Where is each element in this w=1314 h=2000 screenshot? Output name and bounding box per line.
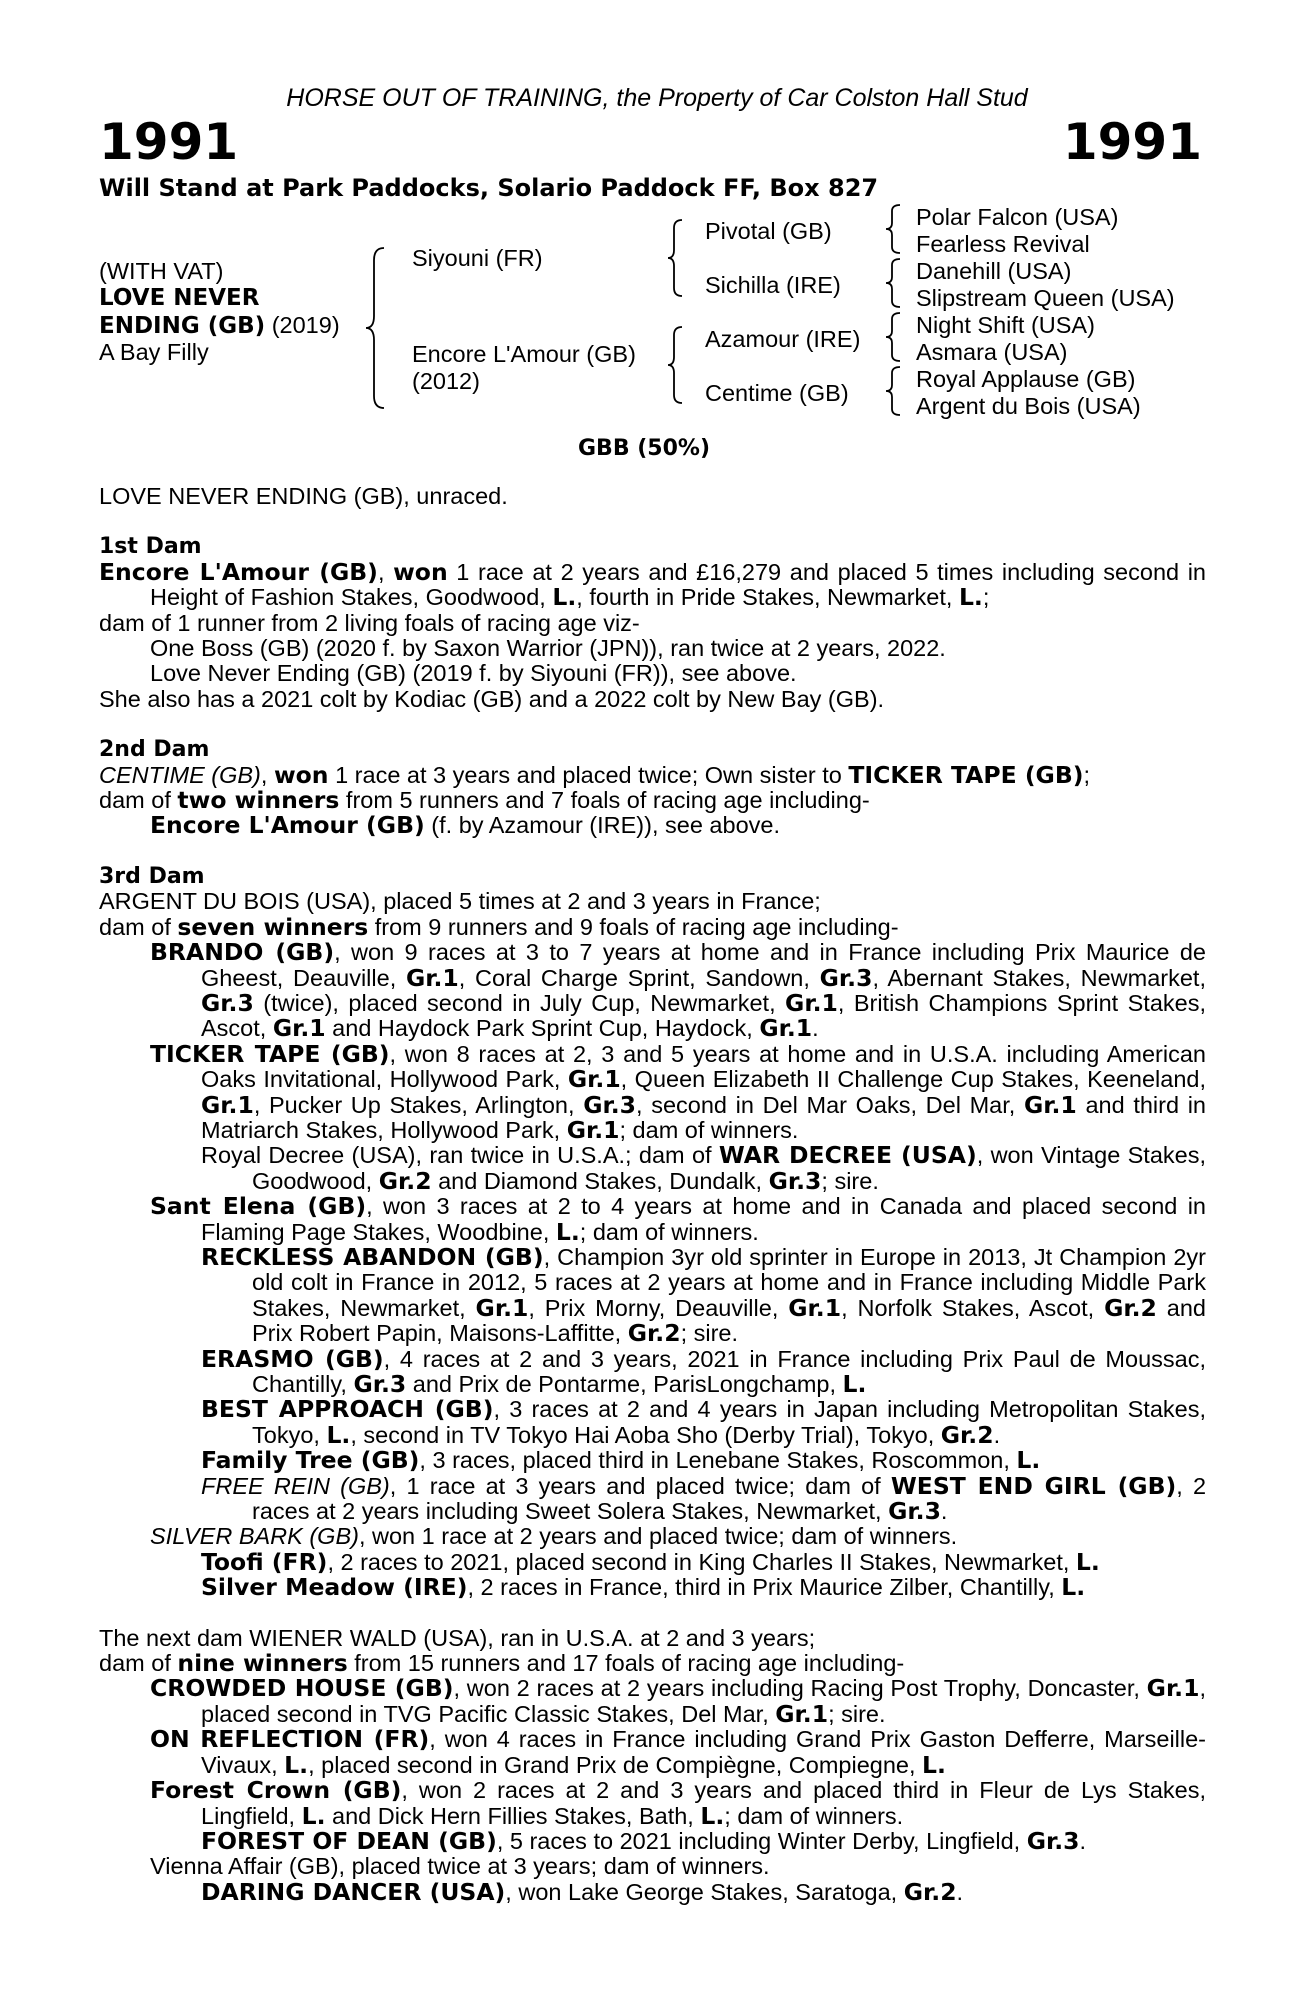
third-dam-record: ARGENT DU BOIS (USA), placed 5 times at 2 and 3 years in France; [99, 888, 821, 915]
produce-free-rein: FREE REIN (GB), 1 race at 3 years and placed twice; dam of WEST END GIRL (GB), 2 races at 2 years including Sweet Solera Stakes, Newmarket, Gr.3. [201, 1471, 1207, 1526]
intro-line: LOVE NEVER ENDING (GB), unraced. [99, 483, 508, 509]
section-1st-dam: 1st Dam [99, 534, 202, 560]
produce-family-tree: Family Tree (GB), 3 races, placed third in Lenebane Stakes, Roscommon, L. [201, 1446, 1041, 1475]
ped-sdd: Slipstream Queen (USA) [916, 285, 1175, 311]
second-dam-produce-intro: dam of two winners from 5 runners and 7 foals of racing age including- [99, 786, 870, 815]
ped-ds: Azamour (IRE) [705, 326, 861, 352]
stand-location: Will Stand at Park Paddocks, Solario Paddock FF, Box 827 [99, 174, 879, 202]
produce-daring-dancer: DARING DANCER (USA), won Lake George Stakes, Saratoga, Gr.2. [201, 1877, 964, 1906]
first-dam-record: Encore L'Amour (GB), won 1 race at 2 years and £16,279 and placed 5 times including second in Height of Fashion Stakes, Goodwood, L., fourth in Pride Stakes, Newmarket, L.; [99, 557, 1206, 612]
pedigree-brace-dd [884, 365, 904, 417]
produce-one-boss: One Boss (GB) (2020 f. by Saxon Warrior (JPN)), ran twice at 2 years, 2022. [150, 635, 946, 662]
ped-ssd: Fearless Revival [916, 231, 1090, 257]
ped-sire: Siyouni (FR) [412, 245, 543, 271]
ped-dss: Night Shift (USA) [916, 312, 1095, 338]
section-2nd-dam: 2nd Dam [99, 737, 210, 763]
ped-dsd: Asmara (USA) [916, 339, 1068, 365]
lot-number-right: 1991 [1062, 113, 1202, 171]
ped-dd: Centime (GB) [705, 380, 849, 406]
lot-number-left: 1991 [99, 113, 239, 171]
ped-sds: Danehill (USA) [916, 258, 1072, 284]
pedigree-brace-main [364, 246, 388, 410]
gbb-rating: GBB (50%) [578, 436, 711, 461]
produce-on-reflection: ON REFLECTION (FR), won 4 races in France including Grand Prix Gaston Defferre, Marseille-Vivaux, L., placed second in Grand Prix de Compiègne, Compiegne, L. [150, 1725, 1207, 1779]
ped-sd: Sichilla (IRE) [705, 272, 841, 298]
horse-description: A Bay Filly [99, 339, 209, 365]
horse-year: (2019) [271, 312, 340, 338]
produce-best-approach: BEST APPROACH (GB), 3 races at 2 and 4 years in Japan including Metropolitan Stakes, Tokyo, L., second in TV Tokyo Hai Aoba Sho (Derby Trial), Tokyo, Gr.2. [201, 1395, 1207, 1449]
pedigree-brace-ss [884, 203, 904, 255]
third-dam-produce-intro: dam of seven winners from 9 runners and 9 foals of racing age including- [99, 912, 899, 941]
produce-crowded-house: CROWDED HOUSE (GB), won 2 races at 2 years including Racing Post Trophy, Doncaster, Gr.1, placed second in TVG Pacific Classic Stakes, Del Mar, Gr.1; sire. [150, 1674, 1206, 1728]
produce-ticker-tape: TICKER TAPE (GB), won 8 races at 2, 3 and 5 years at home and in U.S.A. including American Oaks Invitational, Hollywood Park, Gr.1, Queen Elizabeth II Challenge Cup Stakes, Keeneland, Gr.1, Pucker Up Stakes, Arlington, Gr.3, second in Del Mar Oaks, Del Mar, Gr.1 and third in Matriarch Stakes, Hollywood Park, Gr.1; dam of winners. [150, 1039, 1206, 1144]
first-dam-produce-intro: dam of 1 runner from 2 living foals of racing age viz- [99, 609, 640, 636]
ped-sss: Polar Falcon (USA) [916, 204, 1119, 230]
pedigree-brace-ds [884, 311, 904, 363]
ped-dds: Royal Applause (GB) [916, 366, 1136, 392]
horse-name-line2-text: ENDING (GB) [99, 313, 266, 339]
section-3rd-dam: 3rd Dam [99, 863, 205, 889]
produce-forest-crown: Forest Crown (GB), won 2 races at 2 and 3 years and placed third in Fleur de Lys Stakes, Lingfield, L. and Dick Hern Fillies Stakes, Bath, L.; dam of winners. [150, 1776, 1206, 1830]
produce-brando: BRANDO (GB), won 9 races at 3 to 7 years at home and in France including Prix Maurice de Gheest, Deauville, Gr.1, Coral Charge Sprint, Sandown, Gr.3, Abernant Stakes, Newmarket, Gr.3 (twice), placed second in July Cup, Newmarket, Gr.1, British Champions Sprint Stakes, Ascot, Gr.1 and Haydock Park Sprint Cup, Haydock, Gr.1. [150, 938, 1207, 1043]
ped-dam-year: (2012) [412, 368, 480, 394]
produce-sant-elena: Sant Elena (GB), won 3 races at 2 to 4 years at home and in Canada and placed second in Flaming Page Stakes, Woodbine, L.; dam of winners. [150, 1192, 1206, 1246]
produce-silver-meadow: Silver Meadow (IRE), 2 races in France, third in Prix Maurice Zilber, Chantilly, L. [201, 1573, 1086, 1602]
next-dam-record: The next dam WIENER WALD (USA), ran in U.S.A. at 2 and 3 years; [99, 1624, 816, 1651]
vat-label: (WITH VAT) [99, 258, 224, 284]
horse-name-line2 [99, 312, 340, 340]
ped-ss: Pivotal (GB) [705, 218, 832, 244]
horse-name-line1: LOVE NEVER [99, 285, 260, 311]
produce-silver-bark: SILVER BARK (GB), won 1 race at 2 years and placed twice; dam of winners. [150, 1523, 958, 1550]
dam-line-body [99, 484, 1206, 1905]
pedigree-brace-sd [884, 257, 904, 309]
first-dam-foals: She also has a 2021 colt by Kodiac (GB) and a 2022 colt by New Bay (GB). [99, 685, 885, 712]
next-dam-produce-intro: dam of nine winners from 15 runners and 17 foals of racing age including- [99, 1649, 905, 1678]
produce-forest-of-dean: FOREST OF DEAN (GB), 5 races to 2021 including Winter Derby, Lingfield, Gr.3. [201, 1826, 1087, 1855]
page-header: HORSE OUT OF TRAINING, the Property of Car Colston Hall Stud [286, 84, 1028, 112]
pedigree-brace-dam [666, 325, 686, 405]
ped-dam: Encore L'Amour (GB) [412, 341, 636, 367]
produce-erasmo: ERASMO (GB), 4 races at 2 and 3 years, 2021 in France including Prix Paul de Moussac, Chantilly, Gr.3 and Prix de Pontarme, ParisLongchamp, L. [201, 1344, 1206, 1398]
produce-royal-decree: Royal Decree (USA), ran twice in U.S.A.; dam of WAR DECREE (USA), won Vintage Stakes, Goodwood, Gr.2 and Diamond Stakes, Dundalk, Gr.3; sire. [201, 1141, 1206, 1195]
produce-encore-lamour: Encore L'Amour (GB) (f. by Azamour (IRE)), see above. [150, 811, 780, 840]
second-dam-record: CENTIME (GB), won 1 race at 3 years and placed twice; Own sister to TICKER TAPE (GB); [99, 760, 1091, 789]
produce-toofi: Toofi (FR), 2 races to 2021, placed second in King Charles II Stakes, Newmarket, L. [201, 1547, 1100, 1576]
produce-vienna-affair: Vienna Affair (GB), placed twice at 3 years; dam of winners. [150, 1853, 770, 1880]
pedigree-brace-sire [666, 218, 686, 298]
ped-ddd: Argent du Bois (USA) [916, 393, 1141, 419]
produce-love-never-ending: Love Never Ending (GB) (2019 f. by Siyouni (FR)), see above. [150, 660, 797, 687]
produce-reckless-abandon: RECKLESS ABANDON (GB), Champion 3yr old sprinter in Europe in 2013, Jt Champion 2yr old colt in France in 2012, 5 races at 2 years at home and in France including Middle Park Stakes, Newmarket, Gr.1, Prix Morny, Deauville, Gr.1, Norfolk Stakes, Ascot, Gr.2 and Prix Robert Papin, Maisons-Laffitte, Gr.2; sire. [201, 1242, 1206, 1348]
